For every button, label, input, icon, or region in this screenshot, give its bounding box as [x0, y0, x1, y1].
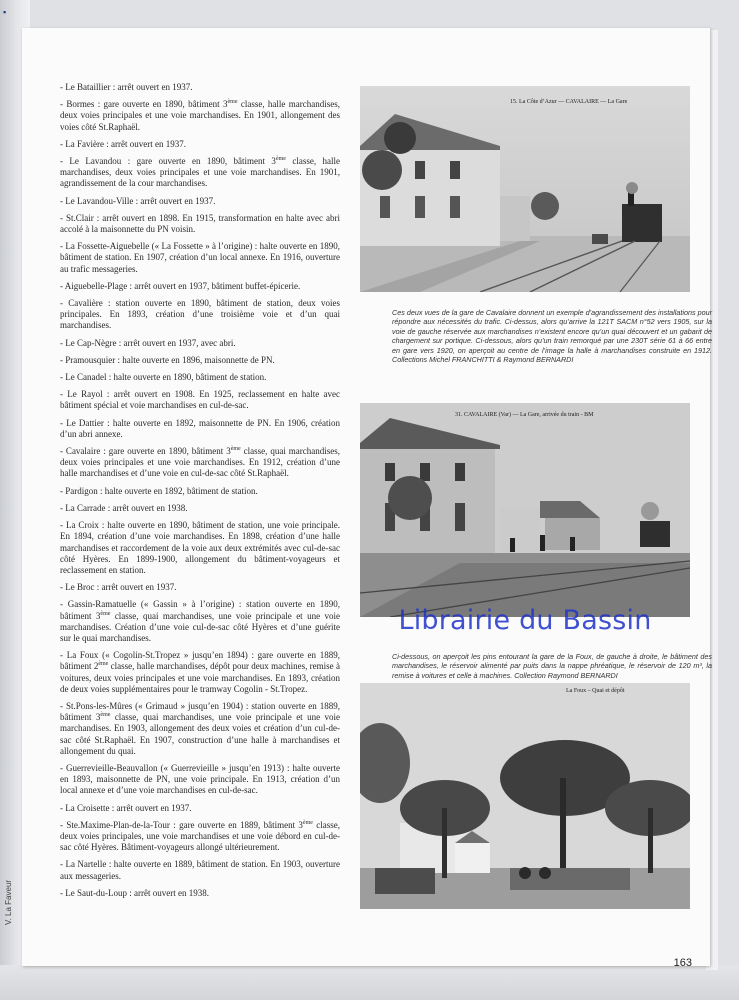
station-entry: - Ste.Maxime-Plan-de-la-Tour : gare ouverte en 1889, bâtiment 3ème classe, deux voies principales, une voie marchandises et une voie débord en cul-de-sac côté Hyères. Bâtiment-voyageurs allongé ultérieurement. [60, 819, 340, 853]
station-entry: - Le Rayol : arrêt ouvert en 1908. En 1925, reclassement en halte avec bâtiment spécial et voie marchandises en cul-de-sac. [60, 389, 340, 411]
station-entry: - Le Bataillier : arrêt ouvert en 1937. [60, 82, 193, 92]
station-entry: - Le Lavandou : gare ouverte en 1890, bâtiment 3ème classe, halle marchandises, deux voies principales et une voie marchandises. En 1901, agrandissement de la cour marchandises. [60, 156, 340, 189]
station-list [60, 82, 340, 905]
station-entry: - Le Dattier : halte ouverte en 1892, maisonnette de PN. En 1906, création d’un abri annexe. [60, 417, 340, 439]
spine-mark: ▪ [3, 7, 7, 17]
station-entry: - Cavalière : station ouverte en 1890, bâtiment de station, deux voies principales. En 1893, création d’une troisième voie et d’un quai marchandises. [60, 298, 340, 331]
caption-cavalaire: Ces deux vues de la gare de Cavalaire donnent un exemple d’agrandissement des installations pour répondre aux nécessités du trafic. Ci-dessus, alors qu’arrive la 121T SACM n°52 vers 1905, sur la voie de gauche réservée aux marchandises n’existent encore qu’un quai découvert et un gabarit de chargement sur portique. Ci-dessous, alors qu’un train remorqué par une 230T série 61 à 66 entre en gare vers 1920, on aperçoit au centre de l’image la halle à marchandises construite en 1912. Collections Michel FRANCHITTI & Raymond BERNARDI [392, 308, 712, 365]
station-entry: - Guerrevieille-Beauvallon (« Guerrevieille » jusqu’en 1913) : halte ouverte en 1893, maisonnette de PN, une voie principale. En 1913, création d’un local annexe et d’une voie marchandises en cul-de-sac. [60, 762, 340, 796]
station-entry: - La Croisette : arrêt ouvert en 1937. [60, 802, 192, 813]
station-entry: - Pramousquier : halte ouverte en 1896, maisonnette de PN. [60, 354, 275, 365]
background-bottom [0, 965, 739, 1000]
caption-la-foux: Ci-dessous, on aperçoit les pins entourant la gare de la Foux, de gauche à droite, le bâtiment des marchandises, le réservoir alimenté par puits dans la nappe phréatique, le réservoir de 120 m³, la remise à voitures et celle à machines. Collection Raymond BERNARDI [392, 652, 712, 680]
station-entry: - Le Broc : arrêt ouvert en 1937. [60, 582, 177, 593]
station-entry: - Cavalaire : gare ouverte en 1890, bâtiment 3ème classe, quai marchandises, deux voies principales et une voie marchandises. En 1912, création d’une halle marchandises et d’une voie en cul-de-sac côté St.Raphaël. [60, 446, 341, 479]
photo-cavalaire-arrival [360, 403, 690, 617]
station-entry: - Bormes : gare ouverte en 1890, bâtiment 3ème classe, halle marchandises, deux voies principales et une voie marchandises. En 1901, allongement des voies côté St.Raphaël. [60, 99, 340, 132]
station-entry: - La Fossette-Aiguebelle (« La Fossette » à l’origine) : halte ouverte en 1890, bâtiment de station. En 1907, création d’un local annexe. En 1916, ouverture au trafic messageries. [60, 241, 340, 274]
watermark: Librairie du Bassin [398, 605, 652, 636]
photo-cavalaire-station [360, 86, 690, 292]
book-page [22, 28, 712, 969]
station-entry: - Le Lavandou-Ville : arrêt ouvert en 1937. [60, 195, 216, 206]
photo-la-foux-image [360, 683, 690, 909]
station-entry: - La Carrade : arrêt ouvert en 1938. [60, 502, 188, 513]
station-entry: - La Nartelle : halte ouverte en 1889, bâtiment de station. En 1903, ouverture aux messageries. [60, 859, 340, 881]
photo-caption-line: 15. La Côte d’Azur — CAVALAIRE — La Gare [510, 99, 628, 105]
station-entry: - La Foux (« Cogolin-St.Tropez » jusqu’en 1894) : gare ouverte en 1889, bâtiment 2ème classe, halle marchandises, dépôt pour deux machines, remise à voitures, deux voies principales et une voie marchandises. En 1893, création de deux voies supplémentaires pour le tramway Cogolin - St.Tropez. [60, 650, 340, 694]
station-entry: - Gassin-Ramatuelle (« Gassin » à l’origine) : station ouverte en 1890, bâtiment 3ème classe, quai marchandises, une voie principale et une voie marchandises. Création d’une voie cul-de-sac côté Hyères et d’une guérite sur le quai marchandises. [60, 599, 340, 643]
station-entry: - St.Clair : arrêt ouvert en 1898. En 1915, transformation en halte avec abri accolé à la maisonnette du PN voisin. [60, 212, 340, 235]
photo-caption-line: La Foux – Quai et dépôt [566, 688, 625, 694]
station-entry: - St.Pons-les-Mûres (« Grimaud » jusqu’en 1904) : station ouverte en 1889, bâtiment 3ème classe, quai marchandises, une voie principale et une voie marchandises. En 1903, allongement des deux voies et création d’un cul-de-sac côté St.Raphaël. En 1907, construction d’une halle à marchandises et allongement du quai. [60, 700, 340, 756]
station-entry: - La Croix : halte ouverte en 1890, bâtiment de station, une voie principale. En 1894, création d’une voie marchandises. En 1898, création d’une halle marchandises et raccordement de la voie aux deux extrémités avec cul-de-sac côté Hyères. En 1899-1900, allongement du bâtiment-voyageurs et reclassement en station. [60, 520, 340, 575]
page-number: 163 [673, 957, 692, 969]
photo-cavalaire-image [360, 86, 690, 292]
station-entry: - Pardigon : halte ouverte en 1892, bâtiment de station. [60, 485, 258, 496]
photo-la-foux [360, 683, 690, 909]
photo-cavalaire-arrival-image [360, 403, 690, 617]
station-entry: - Le Cap-Nègre : arrêt ouvert en 1937, avec abri. [60, 337, 236, 348]
station-entry: - Le Canadel : halte ouverte en 1890, bâtiment de station. [60, 372, 267, 383]
station-entry: - Le Saut-du-Loup : arrêt ouvert en 1938. [60, 887, 209, 898]
photo-caption-line: 31. CAVALAIRE (Var) — La Gare, arrivée du train - BM [455, 412, 594, 418]
station-entry: - La Favière : arrêt ouvert en 1937. [60, 138, 186, 149]
spine-text: V. La Faveur [4, 879, 13, 925]
station-entry: - Aiguebelle-Plage : arrêt ouvert en 1937, bâtiment buffet-épicerie. [60, 280, 301, 291]
